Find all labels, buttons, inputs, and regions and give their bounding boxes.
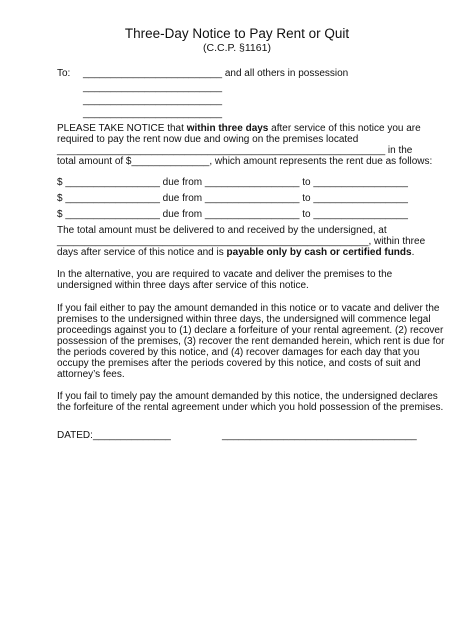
to-blank-line: _________________________: [83, 95, 223, 106]
timely-line: the forfeiture of the rental agreement under which you hold possession of the premises.: [57, 402, 444, 413]
failure-line: the periods covered by this notice, and (4) recover damages for each day that you: [57, 347, 420, 358]
rent-row: $ _________________ due from _________________ to _________________: [57, 209, 408, 220]
to-label: To:: [57, 68, 71, 79]
notice-line: total amount of $______________, which amount represents the rent due as follows:: [57, 156, 433, 167]
alternative-line: In the alternative, you are required to vacate and deliver the premises to the: [57, 269, 393, 280]
rent-row: $ _________________ due from _________________ to _________________: [57, 193, 408, 204]
delivery-line: days after service of this notice and is payable only by cash or certified funds.: [57, 247, 415, 258]
notice-line: PLEASE TAKE NOTICE that within three days after service of this notice you are: [57, 123, 421, 134]
to-blank-line: _________________________: [83, 82, 223, 93]
failure-line: premises to the undersigned within three days, the undersigned will commence legal: [57, 314, 431, 325]
to-first-line: _________________________ and all others in possession: [83, 68, 349, 79]
document-subtitle: (C.C.P. §1161): [203, 42, 271, 54]
failure-line: If you fail either to pay the amount demanded in this notice or to vacate and deliver the: [57, 303, 440, 314]
delivery-line: ________________________________________________________, within three: [57, 236, 426, 247]
failure-line: proceedings against you to (1) declare a forfeiture of your rental agreement. (2) recover: [57, 325, 444, 336]
notice-line: required to pay the rent now due and owing on the premises located: [57, 134, 359, 145]
document-title: Three-Day Notice to Pay Rent or Quit: [124, 26, 350, 41]
delivery-line: The total amount must be delivered to and received by the undersigned, at: [57, 225, 387, 236]
notice-line: ___________________________________________________________ in the: [57, 145, 413, 156]
timely-line: If you fail to timely pay the amount demanded by this notice, the undersigned declares: [57, 391, 438, 402]
failure-line: attorney’s fees.: [57, 369, 125, 380]
signature-blank: ___________________________________: [222, 430, 417, 441]
dated-blank: ______________: [93, 430, 171, 441]
alternative-line: undersigned within three days after service of this notice.: [57, 280, 309, 291]
failure-line: occupy the premises after the periods covered by this notice, and costs of suit and: [57, 358, 421, 369]
to-blank-line: _________________________: [83, 108, 223, 119]
failure-line: possession of the premises, (3) recover the rent demanded herein, which rent is due for: [57, 336, 445, 347]
dated-label: DATED:: [57, 430, 93, 441]
rent-row: $ _________________ due from _________________ to _________________: [57, 177, 408, 188]
